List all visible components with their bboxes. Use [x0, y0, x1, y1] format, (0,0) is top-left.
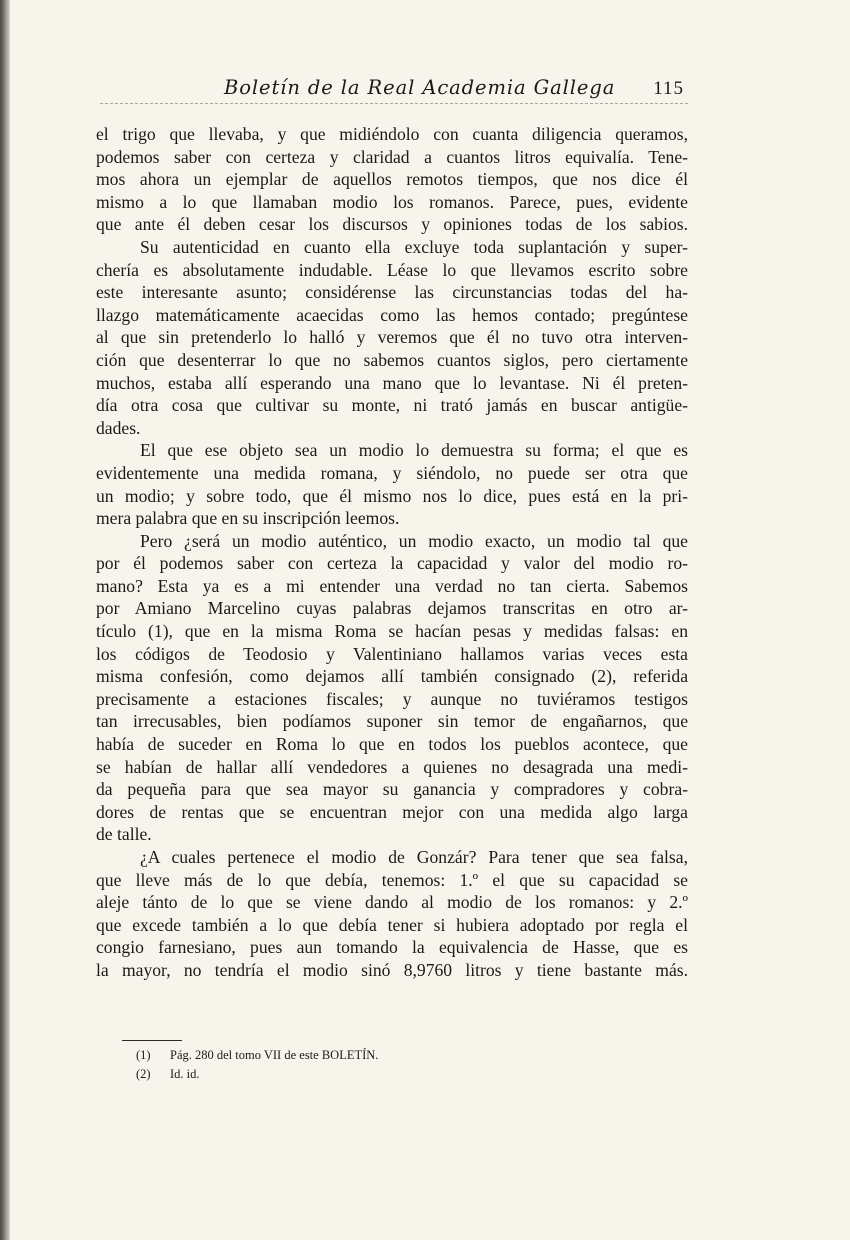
text-line: dores de rentas que se encuentran mejor con una medida algo larga	[96, 801, 688, 822]
text-line: que excede también a lo que debía tener si hubiera adoptado por regla el	[96, 914, 688, 935]
footnote-number: (2)	[136, 1067, 151, 1081]
text-line: da pequeña para que sea mayor su ganancia y compradores y cobra-	[96, 779, 688, 800]
text-line: mismo a lo que llamaban modio los romanos. Parece, pues, evidente	[96, 191, 688, 212]
footnote-rule	[122, 1040, 182, 1041]
text-line: por Amiano Marcelino cuyas palabras dejamos transcritas en otro ar-	[96, 598, 688, 619]
header-rule	[100, 103, 688, 104]
text-line: podemos saber con certeza y claridad a cuantos litros equivalía. Tene-	[96, 146, 688, 167]
running-title: Boletín de la Real Academia Gallega	[224, 76, 616, 99]
text-line: tan irrecusables, bien podíamos suponer sin temor de engañarnos, que	[96, 711, 688, 732]
text-line: al que sin pretenderlo lo halló y veremos que él no tuvo otra interven-	[96, 327, 688, 348]
text-line: de talle.	[96, 824, 152, 845]
text-line: ción que desenterrar lo que no sabemos cuantos siglos, pero ciertamente	[96, 349, 688, 370]
text-line: El que ese objeto sea un modio lo demuestra su forma; el que es	[140, 440, 688, 461]
footnote-item	[136, 1065, 536, 1084]
text-line: este interesante asunto; considérense las circunstancias todas del ha-	[96, 282, 688, 303]
footnote-text: Id. id.	[170, 1067, 200, 1081]
text-line: chería es absolutamente indudable. Léase lo que llevamos escrito sobre	[96, 259, 688, 280]
footnotes	[136, 1046, 536, 1084]
text-line: que lleve más de lo que debía, tenemos: 1.º el que su capacidad se	[96, 869, 688, 890]
text-line: se habían de hallar allí vendedores a quienes no desagrada una medi-	[96, 756, 688, 777]
page-number: 115	[653, 78, 684, 99]
text-line: aleje tánto de lo que se viene dando al modio de los romanos: y 2.º	[96, 892, 688, 913]
text-line: por él podemos saber con certeza la capacidad y valor del modio ro-	[96, 553, 688, 574]
footnote-item	[136, 1046, 536, 1065]
text-line: los códigos de Teodosio y Valentiniano hallamos varias veces esta	[96, 643, 688, 664]
text-line: precisamente a estaciones fiscales; y aunque no tuviéramos testigos	[96, 688, 688, 709]
text-line: llazgo matemáticamente acaecidas como las hemos contado; pregúntese	[96, 304, 688, 325]
text-line: Su autenticidad en cuanto ella excluye toda suplantación y super-	[140, 236, 688, 257]
body-text	[96, 123, 688, 1043]
text-line: dades.	[96, 417, 141, 438]
text-line: muchos, estaba allí esperando una mano que lo levantase. Ni él preten-	[96, 372, 688, 393]
text-line: la mayor, no tendría el modio sinó 8,9760 litros y tiene bastante más.	[96, 959, 688, 980]
text-line: mano? Esta ya es a mi entender una verdad no tan cierta. Sabemos	[96, 575, 688, 596]
text-line: mos ahora un ejemplar de aquellos remotos tiempos, que nos dice él	[96, 169, 688, 190]
text-line: un modio; y sobre todo, que él mismo nos lo dice, pues está en la pri-	[96, 485, 688, 506]
text-line: evidentemente una medida romana, y siéndolo, no puede ser otra que	[96, 462, 688, 483]
text-line: misma confesión, como dejamos allí también consignado (2), referida	[96, 666, 688, 687]
text-line: que ante él deben cesar los discursos y opiniones todas de los sabios.	[96, 214, 688, 235]
page-binding-edge	[0, 0, 10, 1240]
text-line: congio farnesiano, pues aun tomando la equivalencia de Hasse, que es	[96, 937, 688, 958]
text-line: el trigo que llevaba, y que midiéndolo con cuanta diligencia queramos,	[96, 124, 688, 144]
text-line: tículo (1), que en la misma Roma se hacían pesas y medidas falsas: en	[96, 621, 688, 642]
text-line: había de suceder en Roma lo que en todos los pueblos acontece, que	[96, 734, 688, 755]
text-line: mera palabra que en su inscripción leemos.	[96, 508, 400, 529]
text-line: Pero ¿será un modio auténtico, un modio exacto, un modio tal que	[140, 530, 688, 551]
text-line: ¿A cuales pertenece el modio de Gonzár? Para tener que sea falsa,	[140, 847, 688, 867]
footnote-number: (1)	[136, 1048, 151, 1062]
page-header	[96, 76, 688, 106]
footnote-text: Pág. 280 del tomo VII de este BOLETÍN.	[170, 1048, 379, 1062]
text-line: día otra cosa que cultivar su monte, ni trató jamás en buscar antigüe-	[96, 395, 688, 416]
